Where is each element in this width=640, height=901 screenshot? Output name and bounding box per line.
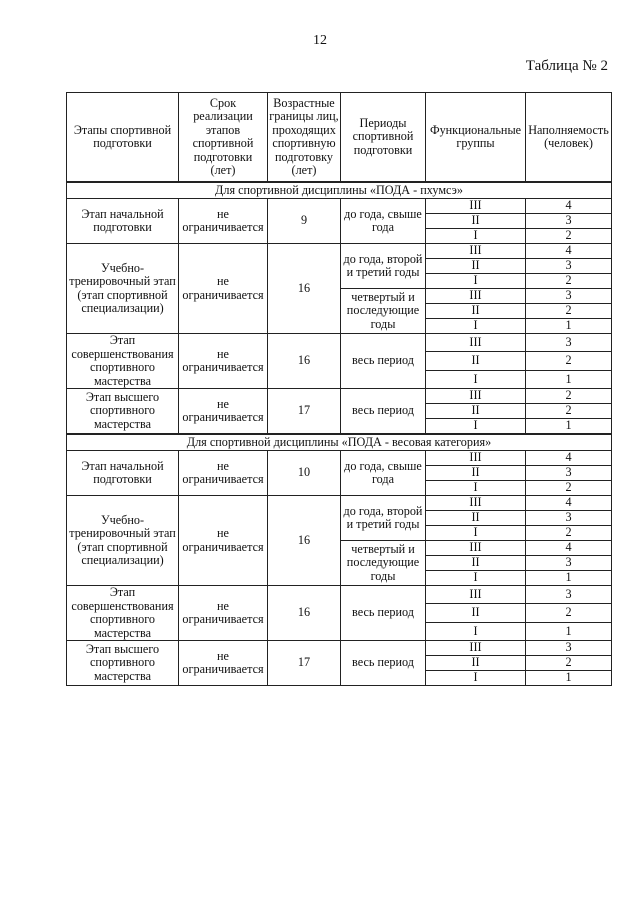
functional-group-cell: II — [426, 466, 526, 481]
functional-group-cell: I — [426, 319, 526, 334]
duration-cell: не ограничивается — [179, 199, 268, 244]
functional-group-cell: III — [426, 244, 526, 259]
functional-group-cell: II — [426, 556, 526, 571]
capacity-cell: 1 — [526, 571, 612, 586]
header-periods: Периоды спортивной подготовки — [341, 93, 426, 183]
functional-group-cell: I — [426, 274, 526, 289]
functional-group-cell: III — [426, 199, 526, 214]
capacity-cell: 2 — [526, 352, 612, 370]
functional-group-cell: III — [426, 541, 526, 556]
header-age: Возрастные границы лиц, проходящих спортивную подготовку (лет) — [268, 93, 341, 183]
duration-cell: не ограничивается — [179, 244, 268, 334]
functional-group-cell: II — [426, 604, 526, 622]
capacity-cell: 2 — [526, 526, 612, 541]
functional-group-cell: I — [426, 419, 526, 435]
table-row — [67, 334, 612, 352]
period-cell: весь период — [341, 389, 426, 435]
capacity-cell: 3 — [526, 214, 612, 229]
training-stage-cell: Учебно-тренировочный этап (этап спортивной специализации) — [67, 496, 179, 586]
capacity-cell: 2 — [526, 481, 612, 496]
capacity-cell: 3 — [526, 259, 612, 274]
header-duration: Срок реализации этапов спортивной подготовки (лет) — [179, 93, 268, 183]
section-row — [67, 434, 612, 451]
capacity-cell: 4 — [526, 496, 612, 511]
capacity-cell: 3 — [526, 511, 612, 526]
capacity-cell: 2 — [526, 304, 612, 319]
sports-training-table — [66, 92, 612, 686]
age-cell: 16 — [268, 586, 341, 641]
functional-group-cell: II — [426, 259, 526, 274]
capacity-cell: 1 — [526, 319, 612, 334]
capacity-cell: 3 — [526, 289, 612, 304]
functional-group-cell: I — [426, 526, 526, 541]
section-title: Для спортивной дисциплины «ПОДА - весовая категория» — [67, 434, 612, 451]
period-cell: весь период — [341, 586, 426, 641]
higher-stage-cell: Этап высшего спортивного мастерства — [67, 389, 179, 435]
capacity-cell: 2 — [526, 656, 612, 671]
age-cell: 10 — [268, 451, 341, 496]
capacity-cell: 4 — [526, 541, 612, 556]
functional-group-cell: III — [426, 451, 526, 466]
capacity-cell: 2 — [526, 229, 612, 244]
capacity-cell: 2 — [526, 389, 612, 404]
functional-group-cell: III — [426, 334, 526, 352]
functional-group-cell: II — [426, 656, 526, 671]
capacity-cell: 4 — [526, 244, 612, 259]
table-row — [67, 244, 612, 259]
age-cell: 16 — [268, 334, 341, 389]
duration-cell: не ограничивается — [179, 334, 268, 389]
initial-stage-cell: Этап начальной подготовки — [67, 451, 179, 496]
functional-group-cell: II — [426, 352, 526, 370]
functional-group-cell: III — [426, 389, 526, 404]
period-cell: до года, свыше года — [341, 199, 426, 244]
table-row — [67, 389, 612, 404]
functional-group-cell: II — [426, 304, 526, 319]
functional-group-cell: I — [426, 370, 526, 388]
capacity-cell: 3 — [526, 641, 612, 656]
duration-cell: не ограничивается — [179, 586, 268, 641]
page-number: 12 — [313, 33, 327, 48]
capacity-cell: 3 — [526, 556, 612, 571]
functional-group-cell: II — [426, 404, 526, 419]
capacity-cell: 2 — [526, 404, 612, 419]
table-row — [67, 451, 612, 466]
capacity-cell: 4 — [526, 451, 612, 466]
initial-stage-cell: Этап начальной подготовки — [67, 199, 179, 244]
functional-group-cell: III — [426, 289, 526, 304]
age-cell: 16 — [268, 244, 341, 334]
functional-group-cell: II — [426, 511, 526, 526]
functional-group-cell: II — [426, 214, 526, 229]
higher-stage-cell: Этап высшего спортивного мастерства — [67, 641, 179, 686]
age-cell: 16 — [268, 496, 341, 586]
header-groups: Функциональные группы — [426, 93, 526, 183]
capacity-cell: 2 — [526, 274, 612, 289]
section-row — [67, 182, 612, 199]
duration-cell: не ограничивается — [179, 496, 268, 586]
functional-group-cell: III — [426, 586, 526, 604]
functional-group-cell: III — [426, 496, 526, 511]
header-row — [67, 93, 612, 183]
capacity-cell: 3 — [526, 334, 612, 352]
duration-cell: не ограничивается — [179, 451, 268, 496]
duration-cell: не ограничивается — [179, 389, 268, 435]
duration-cell: не ограничивается — [179, 641, 268, 686]
capacity-cell: 2 — [526, 604, 612, 622]
table-caption: Таблица № 2 — [525, 58, 608, 74]
functional-group-cell: III — [426, 641, 526, 656]
period-cell: до года, второй и третий годы — [341, 244, 426, 289]
header-stages: Этапы спортивной подготовки — [67, 93, 179, 183]
capacity-cell: 3 — [526, 586, 612, 604]
age-cell: 17 — [268, 641, 341, 686]
section-title: Для спортивной дисциплины «ПОДА - пхумсэ» — [67, 182, 612, 199]
period-cell: четвертый и последующие годы — [341, 541, 426, 586]
functional-group-cell: I — [426, 229, 526, 244]
age-cell: 9 — [268, 199, 341, 244]
table-row — [67, 496, 612, 511]
capacity-cell: 1 — [526, 419, 612, 435]
age-cell: 17 — [268, 389, 341, 435]
functional-group-cell: I — [426, 622, 526, 640]
period-cell: весь период — [341, 334, 426, 389]
period-cell: весь период — [341, 641, 426, 686]
functional-group-cell: I — [426, 481, 526, 496]
capacity-cell: 1 — [526, 370, 612, 388]
table-row — [67, 586, 612, 604]
improvement-stage-cell: Этап совершенствования спортивного мастерства — [67, 334, 179, 389]
capacity-cell: 3 — [526, 466, 612, 481]
training-stage-cell: Учебно-тренировочный этап (этап спортивной специализации) — [67, 244, 179, 334]
table-body — [67, 182, 612, 686]
period-cell: четвертый и последующие годы — [341, 289, 426, 334]
table-row — [67, 199, 612, 214]
capacity-cell: 4 — [526, 199, 612, 214]
improvement-stage-cell: Этап совершенствования спортивного мастерства — [67, 586, 179, 641]
functional-group-cell: I — [426, 671, 526, 686]
capacity-cell: 1 — [526, 671, 612, 686]
period-cell: до года, свыше года — [341, 451, 426, 496]
period-cell: до года, второй и третий годы — [341, 496, 426, 541]
table-row — [67, 641, 612, 656]
capacity-cell: 1 — [526, 622, 612, 640]
functional-group-cell: I — [426, 571, 526, 586]
header-capacity: Наполняемость (человек) — [526, 93, 612, 183]
